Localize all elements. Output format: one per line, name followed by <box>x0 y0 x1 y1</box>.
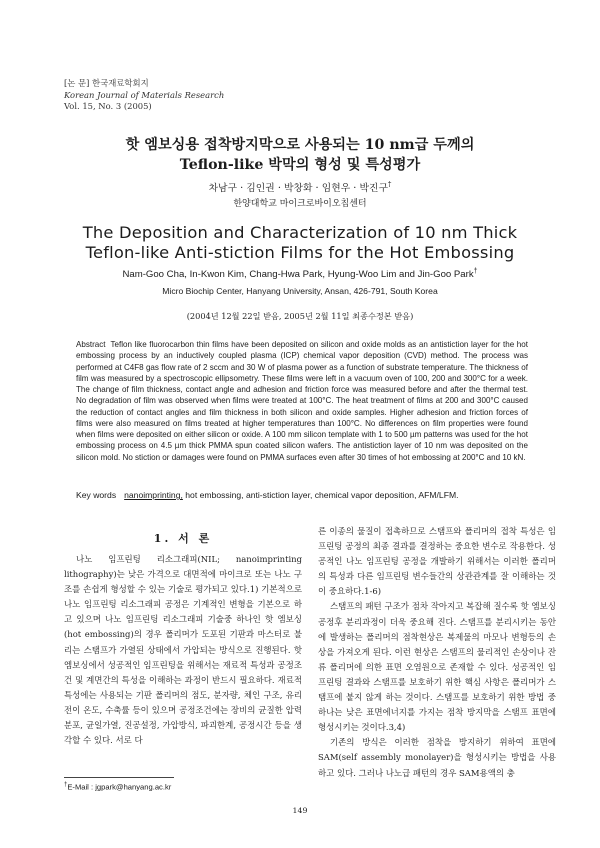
journal-category: [논 문] 한국재료학회지 <box>64 78 149 88</box>
paragraph: 기존의 방식은 이러한 점착을 방지하기 위하여 표면에 SAM(self assembly monolayer)을 형성시키는 방법을 사용하고 있다. 그러나 나노급 패턴의 경우 SAM용액의 충 <box>318 737 556 778</box>
journal-header <box>64 78 224 113</box>
authors-ko-names: 차남구 · 김인권 · 박창화 · 임현우 · 박진구 <box>208 183 388 194</box>
keywords <box>76 490 546 500</box>
authors-en <box>0 268 600 280</box>
footnote-mark: † <box>64 782 68 788</box>
right-column <box>318 524 556 781</box>
journal-name-en: Korean Journal of Materials Research <box>64 89 225 100</box>
page-number: 149 <box>292 806 308 815</box>
abstract-label: Abstract <box>76 340 106 349</box>
keywords-label: Key words <box>76 490 117 500</box>
footnote-email: E-Mail : jgpark@hanyang.ac.kr <box>67 782 172 792</box>
title-en-line-2: Teflon-like Anti-stiction Films for the Hot Embossing <box>85 243 515 262</box>
received-dates: (2004년 12월 22일 받음, 2005년 2월 11일 최종수정본 받음) <box>186 311 414 321</box>
footnote-rule <box>64 777 174 778</box>
affiliation-en: Micro Biochip Center, Hanyang University, Ansan, 426-791, South Korea <box>162 286 438 296</box>
keyword-first: nanoimprinting, <box>124 490 183 500</box>
title-ko-line-1: 핫 엠보싱용 접착방지막으로 사용되는 10 nm급 두께의 <box>125 137 475 153</box>
affiliation-ko: 한양대학교 마이크로바이오칩센터 <box>233 199 367 209</box>
title-ko-line-2: Teflon-like 박막의 형성 및 특성평가 <box>179 157 421 173</box>
authors-ko <box>0 180 600 194</box>
left-column <box>64 552 302 748</box>
authors-en-names: Nam-Goo Cha, In-Kwon Kim, Chang-Hwa Park, Hyung-Woo Lim and Jin-Goo Park <box>122 269 474 281</box>
abstract <box>76 339 528 463</box>
footnote <box>64 782 171 792</box>
paragraph: 른 이종의 물질이 접촉하므로 스탬프와 폴리머의 접착 특성은 임프린팅 공정의 최종 결과를 결정하는 중요한 변수로 작용한다. 성공적인 나노 임프린팅 공정을 개발하기 위해서는 이러한 폴리머의 특성과 다른 임프린팅 변수들간의 상관관계를 잘 이해하는 것이 중요하다.1-6) <box>318 526 556 597</box>
journal-volume: Vol. 15, No. 3 (2005) <box>64 101 152 112</box>
corresponding-mark-en: † <box>473 268 478 275</box>
section-heading-introduction: 1. 서 론 <box>153 532 213 545</box>
paragraph: 나노 임프린팅 리소그래피(NIL; nanoimprinting lithography)는 낮은 가격으로 대면적에 마이크로 또는 나노 구조를 손쉽게 형성할 수 있는 기술로 평가되고 있다.1) 기본적으로 나노 임프린팅 리소그래피 공정은 기계적인 변형을 기본으로 하고 있으며 나노 임프린팅 리소그래피 기술중 하나인 핫 엠보싱(hot embossing)의 경우 폴리머가 도포된 기판과 마스터로 불리는 스탬프가 가열된 상태에서 가압되는 방식으로 진행된다. 핫 엠보싱에서 성공적인 임프린팅을 위해서는 재료적 특성과 공정조건 및 계면간의 특성을 이해하는 과정이 반드시 필요하다. 재료적 특성에는 사용되는 기판 폴리머의 점도, 분자량, 체인 구조, 유리 전이 온도, 수축률 등이 있으며 공정조건에는 장비의 균질한 압력분포, 균일가열, 진공설정, 가압방식, 파괴한계, 공정시간 등을 생각할 수 있다. 서로 다 <box>64 554 302 746</box>
keywords-rest: hot embossing, anti-stiction layer, chemical vapor deposition, AFM/LFM. <box>182 490 459 500</box>
abstract-text: Teflon like fluorocarbon thin films have been deposited on silicon and oxide molds as an antistiction layer for the hot embossing process by an inductively coupled plasma (ICP) chemical vapor deposition (CVD) method. The process was performed at C4F8 gas flow rate of 2 sccm and 30 W of plasma power as a function of substrate temperature. The thickness of film was measured by a spectroscopic ellipsometry. These films were left in a vacuum oven of 100, 200 and 300°C for a week. The change of film thickness, contact angle and adhesion and friction force was measured before and after the thermal test. No degradation of film was observed when films were treated at 100°C. The heat treatment of films at 200 and 300°C caused the reduction of contact angles and film thickness in both silicon and oxide samples. Higher adhesion and friction forces of films were also measured on films treated at higher temperatures than 100°C. No differences on film properties were found when films were deposited on either silicon or oxide. A 100 mm silicon template with 1 to 500 µm patterns was used for the hot embossing process on 4.5 µm thick PMMA spun coated silicon wafers. The antistiction layer of 10 nm was deposited on the silicon mold. No stiction or damages were found on PMMA surfaces even after 30 times of hot embossing at 200°C and 10 kN. <box>76 340 528 462</box>
corresponding-mark: † <box>387 180 392 189</box>
title-en-line-1: The Deposition and Characterization of 10 nm Thick <box>82 223 518 242</box>
paragraph: 스탬프의 패턴 구조가 점차 작아지고 복잡해 질수록 핫 엠보싱 공정후 분리과정이 더욱 중요해 진다. 스탬프를 분리시키는 동안에 발생하는 폴리머의 점착현상은 복제물의 마모나 변형등의 손상을 가져오게 된다. 이런 현상은 스탬프의 물리적인 손상이나 잔류 폴리머에 의한 표면 오염원으로 존재할 수 있다. 성공적인 임프린팅 결과와 스탬프를 보호하기 위한 핵심 사항은 폴리머가 스탬프에 붙지 않게 하는 것이다. 스탬프를 보호하기 위한 방법 중 하나는 낮은 표면에너지를 가지는 점착 방지막을 스탬프 표면에 형성시키는 것이다.3,4) <box>318 601 556 733</box>
